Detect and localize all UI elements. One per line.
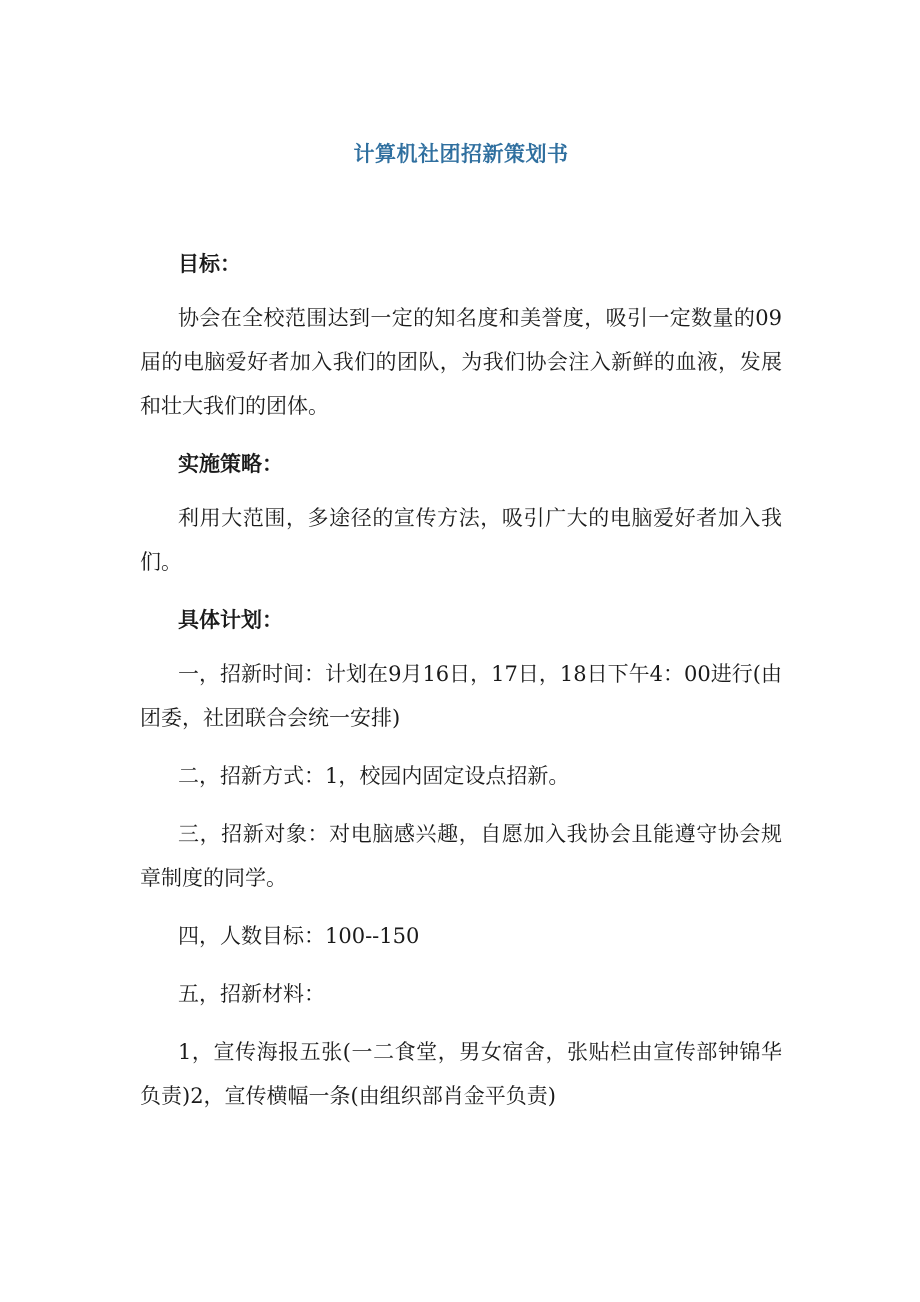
goal-paragraph: 协会在全校范围达到一定的知名度和美誉度，吸引一定数量的09届的电脑爱好者加入我们的团队，为我们协会注入新鲜的血液，发展和壮大我们的团体。: [140, 306, 782, 418]
plan-item-method: 二，招新方式：1，校园内固定设点招新。: [178, 764, 570, 788]
plan-item-time: 一，招新时间：计划在9月16日，17日，18日下午4：00进行(由团委，社团联合会统一安排): [140, 662, 782, 730]
document-body: [140, 136, 782, 1132]
plan-heading: 具体计划：: [178, 607, 283, 632]
plan-item-materials: 五，招新材料：: [178, 982, 325, 1006]
plan-item-materials-detail: 1，宣传海报五张(一二食堂，男女宿舍，张贴栏由宣传部钟锦华负责)2，宣传横幅一条(由组织部肖金平负责): [140, 1040, 782, 1108]
plan-item-headcount: 四，人数目标：100--150: [178, 924, 420, 948]
document-title: 计算机社团招新策划书: [353, 141, 569, 166]
strategy-paragraph: 利用大范围，多途径的宣传方法，吸引广大的电脑爱好者加入我们。: [140, 506, 782, 574]
strategy-heading: 实施策略：: [178, 451, 283, 476]
goal-heading: 目标：: [178, 251, 241, 276]
plan-item-target: 三，招新对象：对电脑感兴趣，自愿加入我协会且能遵守协会规章制度的同学。: [140, 822, 782, 890]
